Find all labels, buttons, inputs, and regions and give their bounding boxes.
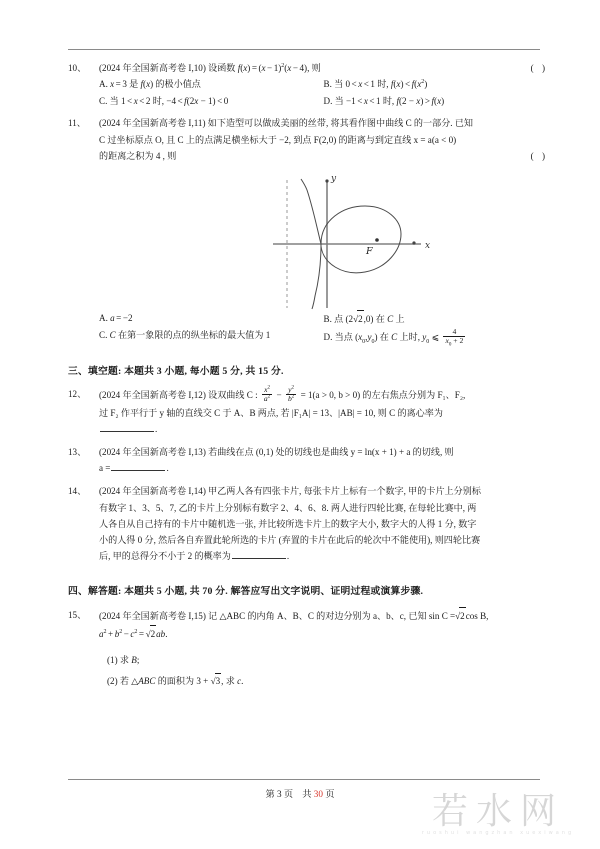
- question-11-answer-marker: ( ): [530, 151, 548, 161]
- question-11: [68, 115, 548, 346]
- question-14-line-3: 人各自从自己持有的卡片中随机选一张, 并比较所选卡片上的数字大小, 数字大的人得 1 分, 数字: [99, 518, 477, 529]
- question-14-answer-blank[interactable]: [232, 550, 286, 559]
- question-12-line-1-b: = 1(a > 0, b > 0) 的左右焦点分别为 F₁、F₂,: [300, 389, 466, 400]
- footer-page-unit: 页: [283, 789, 294, 799]
- option-c-label: C.: [99, 95, 108, 106]
- section-three-heading-rest: : 本题共 3 小题, 每小题 5 分, 共 15 分.: [117, 365, 284, 377]
- question-13-line-2: [99, 460, 548, 476]
- section-four-heading-bold: 四、解答题: [68, 586, 118, 598]
- footer-rule: [68, 779, 540, 780]
- option-a: A. x = 3 是 f(x) 的极小值点: [99, 79, 201, 90]
- footer-total-number: 30: [313, 789, 323, 799]
- sqrt-2-second: 2: [150, 625, 157, 642]
- curve-diagram: [269, 168, 439, 314]
- question-14-number: 14、: [68, 486, 87, 497]
- question-13-line-2-prefix: a =: [99, 463, 111, 474]
- question-11-line-2: C 过坐标原点 O, 且 C 上的点满足横坐标大于 −2, 到点 F(2,0) 的距离与到定直线 x = a(a < 0): [99, 134, 457, 145]
- curve-loop: [321, 206, 401, 273]
- option-b-label: B.: [323, 79, 332, 90]
- section-three-heading: [68, 363, 548, 377]
- question-12: [68, 386, 548, 437]
- question-14-line-5-suffix: .: [286, 551, 290, 562]
- watermark: [408, 792, 588, 836]
- question-14: [68, 483, 548, 564]
- y-axis-label: y: [331, 174, 337, 184]
- q11-option-d: D. 当点 $(x_0,y_0)$ 在 C 上时, $y_0$ ⩽ $\frac{4}{x_0 + 2}$: [323, 326, 464, 348]
- page-content: [68, 60, 548, 692]
- question-14-line-5: [99, 548, 548, 564]
- question-15: [68, 607, 548, 690]
- sqrt-2-first: 2: [459, 607, 466, 624]
- watermark-subtitle: ruoshui wangzhan xuexiwang: [421, 830, 575, 836]
- option-b: B. 当 0 < x < 1 时, $f(x) < f(x^2)$: [323, 79, 428, 90]
- focus-point: [375, 238, 379, 242]
- question-14-line-2: 有数字 1、3、5、7, 乙的卡片上分别标有数字 2、4、6、8. 两人进行四轮比赛, 在每轮比赛中, 两: [99, 502, 477, 513]
- section-three-heading-bold: 三、填空题: [68, 365, 118, 377]
- question-13-answer-blank[interactable]: [111, 462, 165, 471]
- question-10-answer-marker: ( ): [530, 63, 548, 73]
- section-four-heading-rest: : 本题共 5 小题, 共 70 分. 解答应写出文字说明、证明过程或演算步骤.: [117, 586, 424, 598]
- question-10-stem-prefix: (2024 年全国新高考卷 I,10) 设函数: [99, 63, 236, 73]
- question-11-line-3-text: 的距离之积为 4 , 则: [99, 150, 177, 161]
- footer-page-prefix: 第: [265, 789, 275, 799]
- option-a-label: A.: [99, 79, 108, 90]
- question-12-answer-blank[interactable]: [100, 423, 154, 432]
- question-15-line-1: (2024 年全国新高考卷 I,15) 记 △ABC 的内角 A、B、C 的对边分别为 a、b、c, 已知 sin C =√2cos B,: [99, 607, 548, 624]
- x-axis-end-dot: [412, 241, 415, 244]
- question-14-line-5-prefix: 后, 甲的总得分不小于 2 的概率为: [99, 551, 231, 562]
- question-13: [68, 444, 548, 476]
- question-15-subitem-2: (2) 若 △ABC 的面积为 3 + √3, 求 c.: [107, 673, 548, 690]
- curve-upper-branch: [301, 179, 321, 244]
- q11-option-a-label: A.: [99, 313, 108, 323]
- question-11-number: 11、: [68, 118, 86, 129]
- question-13-line-1: (2024 年全国新高考卷 I,13) 若曲线在点 (0,1) 处的切线也是曲线 y = ln(x + 1) + a 的切线, 则: [99, 447, 454, 457]
- question-15-subitem-2-label: (2): [107, 676, 118, 687]
- x-axis-label: x: [425, 241, 431, 251]
- question-12-line-3: [99, 421, 548, 437]
- footer-total-unit: 页: [325, 789, 335, 799]
- question-11-line-3: [99, 148, 548, 164]
- footer-total-prefix: 共: [302, 789, 312, 799]
- q11-option-b-label: B.: [323, 314, 332, 324]
- option-c: C. 当 1 < x < 2 时, −4 < f(2x − 1) < 0: [99, 95, 229, 106]
- question-12-line-1-a: (2024 年全国新高考卷 I,12) 设双曲线 C :: [99, 389, 258, 400]
- question-14-line-1: (2024 年全国新高考卷 I,14) 甲乙两人各有四张卡片, 每张卡片上标有一个数字, 甲的卡片上分别标: [99, 486, 481, 497]
- question-15-subitem-1-label: (1): [107, 654, 118, 665]
- question-12-line-2: 过 F₂ 作平行于 y 轴的直线交 C 于 A、B 两点, 若 |F₁A| = 13、|AB| = 10, 则 C 的离心率为: [99, 407, 443, 418]
- question-10-options: [99, 76, 548, 109]
- section-four-heading: [68, 583, 548, 597]
- question-15-line-2: $a^2 + b^2 - c^2 = √2ab$.: [99, 625, 548, 642]
- question-10-stem: (2024 年全国新高考卷 I,10) 设函数 $f(x) = (x - 1)^2(x - 4)$, 则 ( ): [99, 60, 548, 76]
- question-13-number: 13、: [68, 447, 87, 457]
- question-12-line-3-suffix: .: [155, 423, 158, 434]
- q11-option-a: A. a = −2: [99, 313, 133, 323]
- question-14-line-4: 小的人得 0 分, 然后各自弃置此轮所选的卡片 (弃置的卡片在此后的轮次中不能使用), 则四轮比赛: [99, 535, 481, 546]
- question-15-line-1-a: (2024 年全国新高考卷 I,15) 记 △ABC 的内角 A、B、C 的对边分别为 a、b、c, 已知 sin C =: [99, 611, 456, 622]
- question-10-number: 10、: [68, 63, 87, 73]
- question-15-number: 15、: [68, 610, 87, 621]
- curve-lower-branch: [312, 244, 321, 309]
- q11-option-d-label: D.: [323, 331, 333, 342]
- fraction-x2-a2: $\frac{x^2}{a^2}$: [263, 384, 271, 404]
- question-15-subitem-1: (1) 求 B;: [107, 654, 140, 665]
- focus-label: F: [366, 246, 373, 257]
- question-12-number: 12、: [68, 388, 87, 399]
- question-11-line-1: (2024 年全国新高考卷 I,11) 如下造型可以做成美丽的丝带, 将其看作图中曲线 C 的一部分. 已知: [99, 118, 474, 129]
- header-rule: [68, 49, 540, 50]
- question-13-line-2-suffix: .: [166, 463, 169, 474]
- option-d: D. 当 −1 < x < 1 时, f(2 − x) > f(x): [323, 95, 445, 106]
- option-d-label: D.: [323, 95, 333, 106]
- q11-option-c: C. C 在第一象限的点的纵坐标的最大值为 1: [99, 329, 271, 340]
- q11-option-b: B. 点 (2√2,0) 在 C 上: [324, 310, 549, 328]
- fraction-y2-b2: $\frac{y^2}{b^2}$: [287, 384, 295, 404]
- footer-page-number: 3: [277, 789, 282, 799]
- watermark-text: 若水网: [431, 791, 564, 832]
- question-10: [68, 60, 548, 109]
- question-11-figure: [99, 168, 548, 316]
- question-15-line-1-b: cos B,: [465, 611, 489, 622]
- q11-option-c-label: C.: [99, 329, 108, 340]
- y-axis-end-dot: [325, 179, 328, 182]
- question-12-line-1: [99, 386, 548, 405]
- question-10-stem-suffix: , 则: [307, 63, 321, 73]
- question-12-minus: −: [276, 389, 282, 400]
